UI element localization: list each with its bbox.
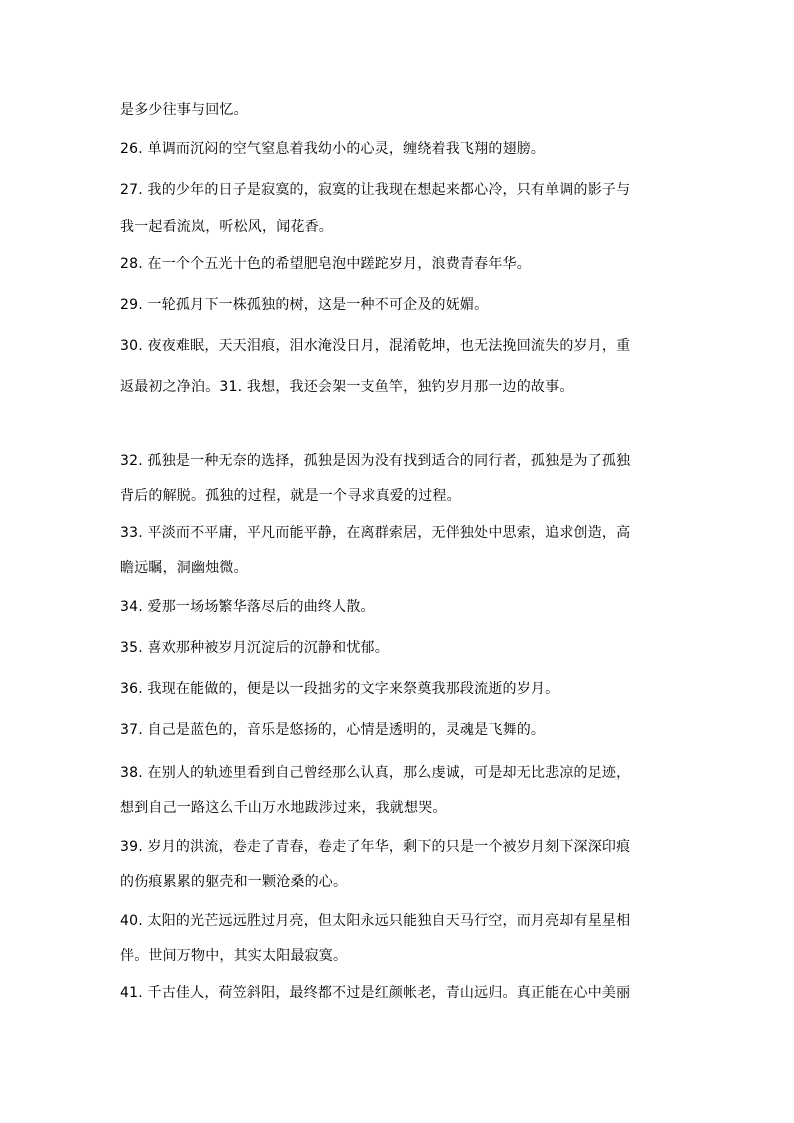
text-line: 27. 我的少年的日子是寂寞的，寂寞的让我现在想起来都心冷，只有单调的影子与 xyxy=(120,182,631,198)
text-line: 35. 喜欢那种被岁月沉淀后的沉静和忧郁。 xyxy=(120,640,389,656)
text-line: 39. 岁月的洪流，卷走了青春，卷走了年华，剩下的只是一个被岁月刻下深深印痕 xyxy=(120,839,631,855)
text-line: 的伤痕累累的躯壳和一颗沧桑的心。 xyxy=(120,874,348,890)
text-line: 是多少往事与回忆。 xyxy=(120,102,248,118)
text-line: 37. 自己是蓝色的，音乐是悠扬的，心情是透明的，灵魂是飞舞的。 xyxy=(120,722,546,738)
text-line: 40. 太阳的光芒远远胜过月亮，但太阳永远只能独自天马行空，而月亮却有星星相 xyxy=(120,913,631,929)
text-line: 我一起看流岚，听松风，闻花香。 xyxy=(120,219,333,235)
text-line: 返最初之净泊。31. 我想，我还会架一支鱼竿，独钓岁月那一边的故事。 xyxy=(120,379,574,395)
text-line: 34. 爱那一场场繁华落尽后的曲终人散。 xyxy=(120,599,375,615)
text-line: 背后的解脱。孤独的过程，就是一个寻求真爱的过程。 xyxy=(120,488,461,504)
text-line: 36. 我现在能做的，便是以一段拙劣的文字来祭奠我那段流逝的岁月。 xyxy=(120,681,560,697)
text-line: 26. 单调而沉闷的空气窒息着我幼小的心灵，缠绕着我飞翔的翅膀。 xyxy=(120,141,546,157)
text-line: 29. 一轮孤月下一株孤独的树，这是一种不可企及的妩媚。 xyxy=(120,297,489,313)
text-line: 33. 平淡而不平庸，平凡而能平静，在离群索居，无伴独处中思索，追求创造，高 xyxy=(120,525,631,541)
text-line: 伴。世间万物中，其实太阳最寂寞。 xyxy=(120,948,348,964)
text-line: 28. 在一个个五光十色的希望肥皂泡中蹉跎岁月，浪费青春年华。 xyxy=(120,256,531,272)
text-line: 瞻远瞩，洞幽烛微。 xyxy=(120,560,248,576)
text-line: 30. 夜夜难眠，天天泪痕，泪水淹没日月，混淆乾坤，也无法挽回流失的岁月，重 xyxy=(120,338,631,354)
text-line: 41. 千古佳人，荷笠斜阳，最终都不过是红颜帐老，青山远归。真正能在心中美丽 xyxy=(120,985,631,1001)
text-line: 32. 孤独是一种无奈的选择，孤独是因为没有找到适合的同行者，孤独是为了孤独 xyxy=(120,453,631,469)
text-line: 38. 在别人的轨迹里看到自己曾经那么认真，那么虔诚，可是却无比悲凉的足迹， xyxy=(120,765,631,781)
text-line: 想到自己一路这么千山万水地跋涉过来，我就想哭。 xyxy=(120,800,447,816)
